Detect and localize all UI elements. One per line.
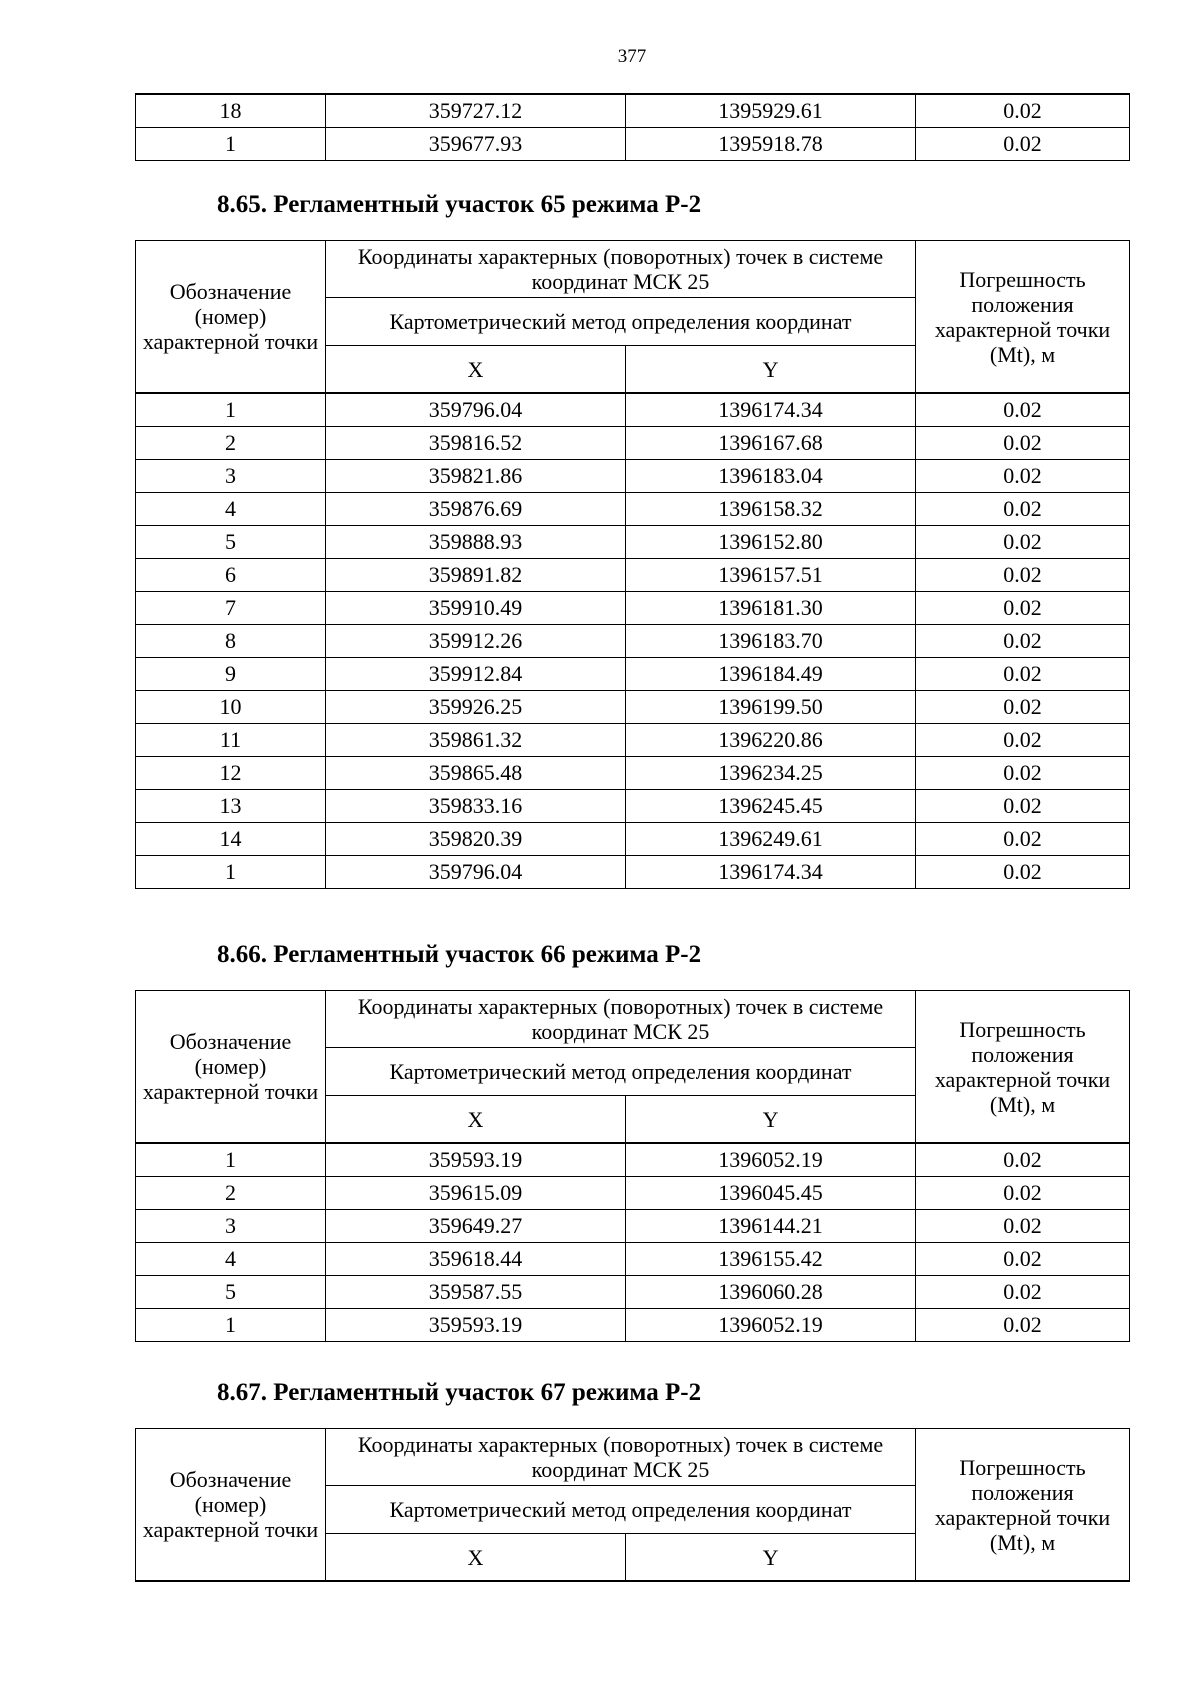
continuation-table (135, 93, 1130, 161)
header-method: Картометрический метод определения координат (326, 1048, 916, 1096)
x-coordinate-cell: 359816.52 (326, 427, 626, 460)
y-coordinate-cell: 1396249.61 (626, 823, 916, 856)
y-coordinate-cell: 1396158.32 (626, 493, 916, 526)
header-point-id: Обозначение (номер) характерной точки (136, 991, 326, 1144)
table-row (136, 128, 1130, 161)
y-coordinate-cell: 1396234.25 (626, 757, 916, 790)
x-coordinate-cell: 359796.04 (326, 856, 626, 889)
header-error: Погрешность положения характерной точки (Mt), м (916, 991, 1130, 1144)
header-y: Y (626, 1534, 916, 1582)
x-coordinate-cell: 359615.09 (326, 1177, 626, 1210)
header-point-id: Обозначение (номер) характерной точки (136, 241, 326, 394)
x-coordinate-cell: 359912.84 (326, 658, 626, 691)
x-coordinate-cell: 359833.16 (326, 790, 626, 823)
header-point-id: Обозначение (номер) характерной точки (136, 1429, 326, 1582)
point-number-cell: 18 (136, 94, 326, 128)
y-coordinate-cell: 1396155.42 (626, 1243, 916, 1276)
point-number-cell: 6 (136, 559, 326, 592)
section-title-65: 8.65. Регламентный участок 65 режима Р-2 (217, 191, 702, 218)
y-coordinate-cell: 1396183.04 (626, 460, 916, 493)
y-coordinate-cell: 1396052.19 (626, 1309, 916, 1342)
error-cell: 0.02 (916, 94, 1130, 128)
y-coordinate-cell: 1395918.78 (626, 128, 916, 161)
y-coordinate-cell: 1396144.21 (626, 1210, 916, 1243)
y-coordinate-cell: 1396245.45 (626, 790, 916, 823)
point-number-cell: 2 (136, 1177, 326, 1210)
error-cell: 0.02 (916, 658, 1130, 691)
table-row (136, 625, 1130, 658)
error-cell: 0.02 (916, 790, 1130, 823)
y-coordinate-cell: 1396157.51 (626, 559, 916, 592)
point-number-cell: 14 (136, 823, 326, 856)
error-cell: 0.02 (916, 128, 1130, 161)
table-row (136, 790, 1130, 823)
point-number-cell: 3 (136, 1210, 326, 1243)
error-cell: 0.02 (916, 559, 1130, 592)
point-number-cell: 4 (136, 493, 326, 526)
header-method: Картометрический метод определения координат (326, 298, 916, 346)
x-coordinate-cell: 359891.82 (326, 559, 626, 592)
header-x: X (326, 346, 626, 394)
point-number-cell: 12 (136, 757, 326, 790)
table-row (136, 724, 1130, 757)
header-method: Картометрический метод определения координат (326, 1486, 916, 1534)
point-number-cell: 7 (136, 592, 326, 625)
y-coordinate-cell: 1396060.28 (626, 1276, 916, 1309)
table-row (136, 1243, 1130, 1276)
header-error: Погрешность положения характерной точки (Mt), м (916, 241, 1130, 394)
coordinates-table-67 (135, 1428, 1130, 1582)
table-row (136, 823, 1130, 856)
error-cell: 0.02 (916, 1143, 1130, 1177)
x-coordinate-cell: 359649.27 (326, 1210, 626, 1243)
header-coords: Координаты характерных (поворотных) точек в системе координат МСК 25 (326, 991, 916, 1048)
error-cell: 0.02 (916, 1177, 1130, 1210)
header-error: Погрешность положения характерной точки (Mt), м (916, 1429, 1130, 1582)
point-number-cell: 4 (136, 1243, 326, 1276)
page-number: 377 (617, 46, 647, 67)
table-row (136, 757, 1130, 790)
y-coordinate-cell: 1396167.68 (626, 427, 916, 460)
y-coordinate-cell: 1396183.70 (626, 625, 916, 658)
error-cell: 0.02 (916, 526, 1130, 559)
table-row (136, 460, 1130, 493)
error-cell: 0.02 (916, 592, 1130, 625)
error-cell: 0.02 (916, 724, 1130, 757)
table-row (136, 1276, 1130, 1309)
y-coordinate-cell: 1396174.34 (626, 856, 916, 889)
point-number-cell: 1 (136, 856, 326, 889)
error-cell: 0.02 (916, 1309, 1130, 1342)
table-row (136, 1309, 1130, 1342)
error-cell: 0.02 (916, 823, 1130, 856)
y-coordinate-cell: 1396045.45 (626, 1177, 916, 1210)
header-x: X (326, 1096, 626, 1144)
x-coordinate-cell: 359820.39 (326, 823, 626, 856)
error-cell: 0.02 (916, 460, 1130, 493)
x-coordinate-cell: 359677.93 (326, 128, 626, 161)
continuation-table-body (136, 94, 1130, 161)
table-body-66 (136, 1143, 1130, 1342)
section-title-66: 8.66. Регламентный участок 66 режима Р-2 (217, 941, 702, 968)
point-number-cell: 10 (136, 691, 326, 724)
table-row (136, 592, 1130, 625)
y-coordinate-cell: 1396184.49 (626, 658, 916, 691)
y-coordinate-cell: 1396181.30 (626, 592, 916, 625)
table-row (136, 856, 1130, 889)
header-y: Y (626, 1096, 916, 1144)
coordinates-table-65 (135, 240, 1130, 889)
table-row (136, 526, 1130, 559)
point-number-cell: 13 (136, 790, 326, 823)
y-coordinate-cell: 1396174.34 (626, 393, 916, 427)
table-body-65 (136, 393, 1130, 889)
error-cell: 0.02 (916, 1243, 1130, 1276)
point-number-cell: 8 (136, 625, 326, 658)
x-coordinate-cell: 359593.19 (326, 1143, 626, 1177)
table-row (136, 94, 1130, 128)
x-coordinate-cell: 359926.25 (326, 691, 626, 724)
y-coordinate-cell: 1396199.50 (626, 691, 916, 724)
error-cell: 0.02 (916, 691, 1130, 724)
error-cell: 0.02 (916, 757, 1130, 790)
header-coords: Координаты характерных (поворотных) точек в системе координат МСК 25 (326, 1429, 916, 1486)
point-number-cell: 1 (136, 128, 326, 161)
x-coordinate-cell: 359796.04 (326, 393, 626, 427)
point-number-cell: 2 (136, 427, 326, 460)
y-coordinate-cell: 1395929.61 (626, 94, 916, 128)
point-number-cell: 9 (136, 658, 326, 691)
y-coordinate-cell: 1396052.19 (626, 1143, 916, 1177)
table-row (136, 1177, 1130, 1210)
point-number-cell: 11 (136, 724, 326, 757)
point-number-cell: 1 (136, 1309, 326, 1342)
coordinates-table-66 (135, 990, 1130, 1342)
error-cell: 0.02 (916, 427, 1130, 460)
table-row (136, 559, 1130, 592)
error-cell: 0.02 (916, 393, 1130, 427)
section-title-67: 8.67. Регламентный участок 67 режима Р-2 (217, 1379, 702, 1406)
error-cell: 0.02 (916, 1210, 1130, 1243)
error-cell: 0.02 (916, 493, 1130, 526)
error-cell: 0.02 (916, 856, 1130, 889)
x-coordinate-cell: 359865.48 (326, 757, 626, 790)
y-coordinate-cell: 1396152.80 (626, 526, 916, 559)
x-coordinate-cell: 359821.86 (326, 460, 626, 493)
table-row (136, 1143, 1130, 1177)
x-coordinate-cell: 359618.44 (326, 1243, 626, 1276)
point-number-cell: 5 (136, 1276, 326, 1309)
error-cell: 0.02 (916, 1276, 1130, 1309)
header-y: Y (626, 346, 916, 394)
x-coordinate-cell: 359876.69 (326, 493, 626, 526)
point-number-cell: 1 (136, 1143, 326, 1177)
x-coordinate-cell: 359593.19 (326, 1309, 626, 1342)
x-coordinate-cell: 359910.49 (326, 592, 626, 625)
point-number-cell: 3 (136, 460, 326, 493)
x-coordinate-cell: 359888.93 (326, 526, 626, 559)
x-coordinate-cell: 359912.26 (326, 625, 626, 658)
x-coordinate-cell: 359861.32 (326, 724, 626, 757)
table-row (136, 393, 1130, 427)
table-row (136, 658, 1130, 691)
table-row (136, 1210, 1130, 1243)
point-number-cell: 5 (136, 526, 326, 559)
header-x: X (326, 1534, 626, 1582)
table-row (136, 691, 1130, 724)
header-coords: Координаты характерных (поворотных) точек в системе координат МСК 25 (326, 241, 916, 298)
error-cell: 0.02 (916, 625, 1130, 658)
x-coordinate-cell: 359727.12 (326, 94, 626, 128)
table-row (136, 493, 1130, 526)
table-row (136, 427, 1130, 460)
point-number-cell: 1 (136, 393, 326, 427)
y-coordinate-cell: 1396220.86 (626, 724, 916, 757)
x-coordinate-cell: 359587.55 (326, 1276, 626, 1309)
